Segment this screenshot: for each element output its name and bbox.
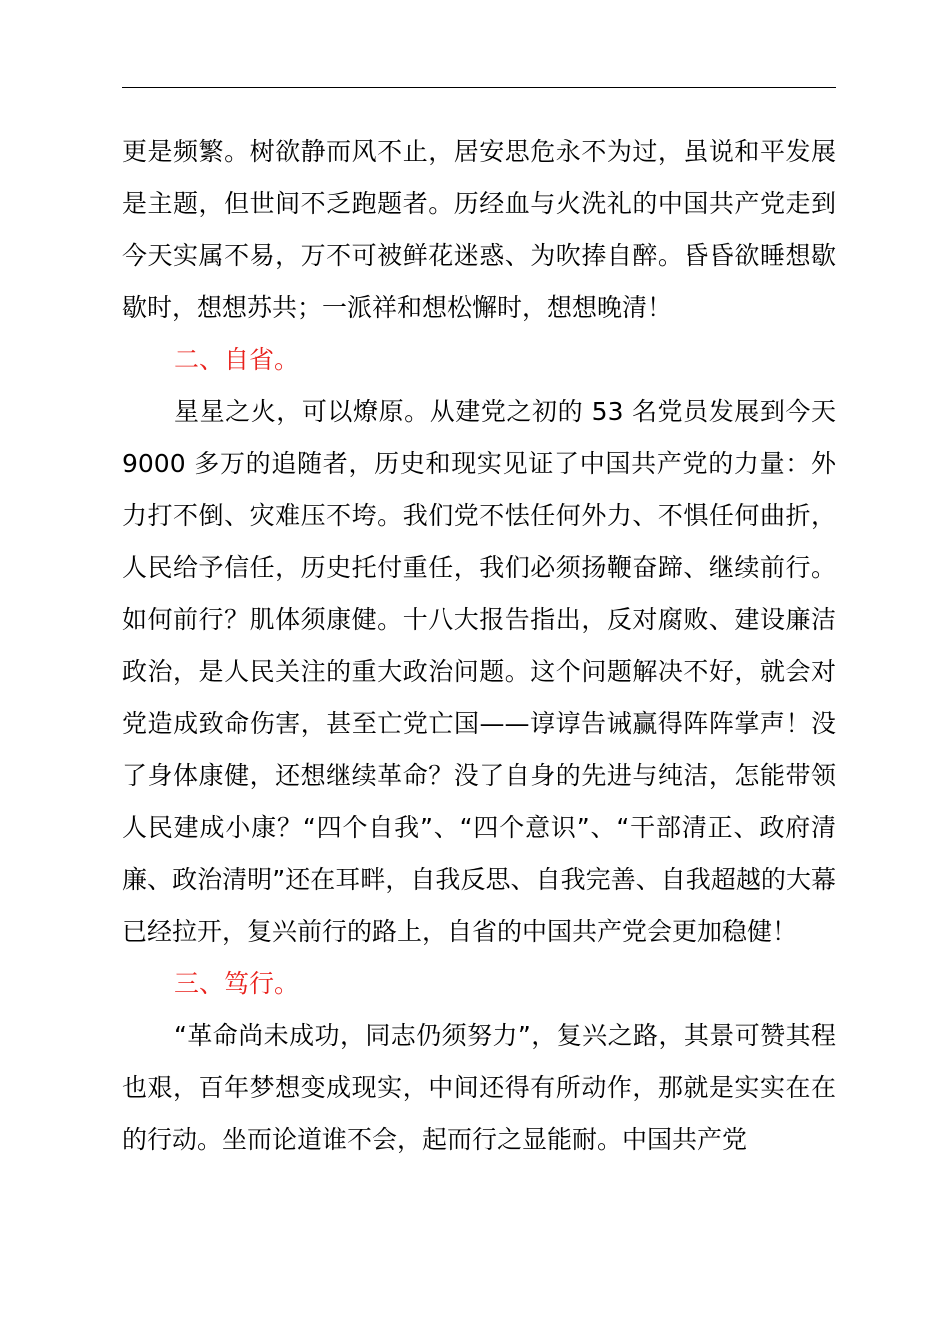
document-body xyxy=(122,126,836,1166)
header-rule xyxy=(122,87,836,88)
section-heading-earnest-action: 三、笃行。 xyxy=(174,969,300,998)
body-paragraph-earnest-action: “革命尚未成功，同志仍须努力”，复兴之路，其景可赞其程也艰，百年梦想变成现实，中间还得有所动作，那就是实实在在的行动。坐而论道谁不会，起而行之显能耐。中国共产党 xyxy=(122,1021,836,1154)
section-heading-self-reflection: 二、自省。 xyxy=(174,345,300,374)
body-paragraph-self-reflection: 星星之火，可以燎原。从建党之初的 53 名党员发展到今天 9000 多万的追随者，历史和现实见证了中国共产党的力量：外力打不倒、灾难压不垮。我们党不怯任何外力、不惧任何曲折，人民给予信任，历史托付重任，我们必须扬鞭奋蹄、继续前行。如何前行？肌体须康健。十八大报告指出，反对腐败、建设廉洁政治，是人民关注的重大政治问题。这个问题解决不好，就会对党造成致命伤害，甚至亡党亡国——谆谆告诫赢得阵阵掌声！没了身体康健，还想继续革命？没了自身的先进与纯洁，怎能带领人民建成小康？“四个自我”、“四个意识”、“干部清正、政府清廉、政治清明”还在耳畔，自我反思、自我完善、自我超越的大幕已经拉开，复兴前行的路上，自省的中国共产党会更加稳健！ xyxy=(122,397,836,946)
continuation-paragraph: 更是频繁。树欲静而风不止，居安思危永不为过，虽说和平发展是主题，但世间不乏跑题者。历经血与火洗礼的中国共产党走到今天实属不易，万不可被鲜花迷惑、为吹捧自醉。昏昏欲睡想歇歇时，想想苏共；一派祥和想松懈时，想想晚清！ xyxy=(122,137,836,322)
